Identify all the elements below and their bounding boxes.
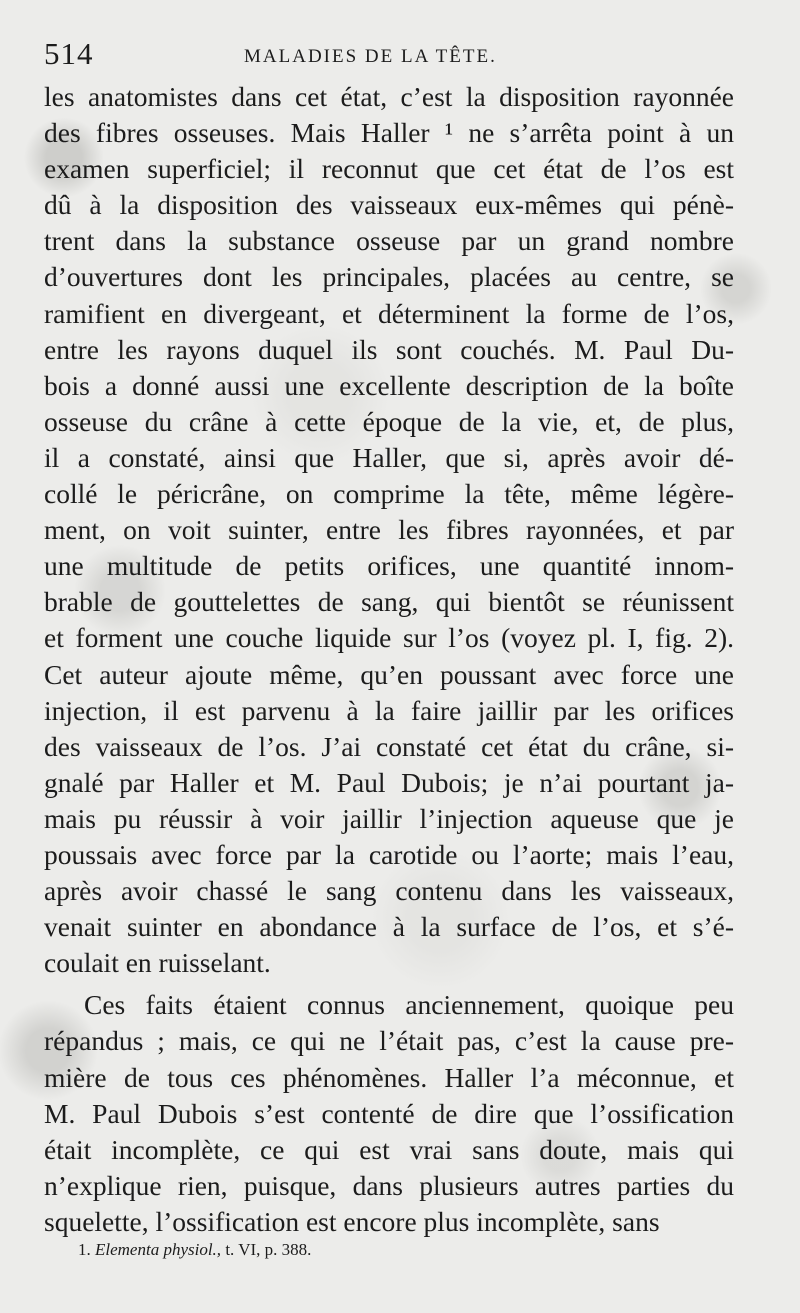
running-title: MALADIES DE LA TÊTE. — [244, 46, 497, 67]
footnote-reference: t. VI, p. 388. — [225, 1240, 312, 1259]
text-line: ment, on voit suinter, entre les fibres rayonnées, et par — [44, 514, 734, 546]
text-line: mière de tous ces phénomènes. Haller l’a méconnue, et — [44, 1061, 734, 1093]
text-line: une multitude de petits orifices, une quantité innom- — [44, 550, 734, 582]
text-line: était incomplète, ce qui est vrai sans doute, mais qui — [44, 1133, 734, 1165]
body-text — [44, 79, 734, 1240]
text-line: des fibres osseuses. Mais Haller ¹ ne s’arrêta point à un — [44, 117, 734, 149]
footnote — [78, 1240, 311, 1260]
footnote-title: Elementa physiol., — [95, 1240, 222, 1259]
text-line: trent dans la substance osseuse par un grand nombre — [44, 225, 734, 257]
text-line: brable de gouttelettes de sang, qui bientôt se réunissent — [44, 586, 734, 618]
text-line: répandus ; mais, ce qui ne l’était pas, c’est la cause pre- — [44, 1025, 734, 1057]
text-line: après avoir chassé le sang contenu dans les vaisseaux, — [44, 875, 734, 907]
text-line: gnalé par Haller et M. Paul Dubois; je n’ai pourtant ja- — [44, 766, 734, 798]
page-number: 514 — [44, 36, 94, 71]
text-line: collé le péricrâne, on comprime la tête, même légère- — [44, 478, 734, 510]
text-line: ramifient en divergeant, et déterminent la forme de l’os, — [44, 297, 734, 329]
text-line: il a constaté, ainsi que Haller, que si, après avoir dé- — [44, 441, 734, 473]
page-header — [44, 36, 734, 76]
paragraph — [44, 79, 734, 981]
text-line: poussais avec force par la carotide ou l’aorte; mais l’eau, — [44, 838, 734, 870]
text-line: Cet auteur ajoute même, qu’en poussant avec force une — [44, 658, 734, 690]
text-line: venait suinter en abondance à la surface de l’os, et s’é- — [44, 911, 734, 943]
text-line: Ces faits étaient connus anciennement, quoique peu — [84, 989, 734, 1021]
text-line: squelette, l’ossification est encore plus incomplète, sans — [44, 1205, 660, 1237]
text-line: entre les rayons duquel ils sont couchés. M. Paul Du- — [44, 333, 734, 365]
text-line: des vaisseaux de l’os. J’ai constaté cet état du crâne, si- — [44, 730, 734, 762]
text-line: dû à la disposition des vaisseaux eux-mêmes qui pénè- — [44, 189, 734, 221]
text-line: M. Paul Dubois s’est contenté de dire que l’ossification — [44, 1097, 734, 1129]
text-line: n’explique rien, puisque, dans plusieurs autres parties du — [44, 1169, 734, 1201]
text-line: mais pu réussir à voir jaillir l’injection aqueuse que je — [44, 802, 734, 834]
paragraph — [44, 987, 734, 1240]
footnote-marker: 1. — [78, 1240, 91, 1259]
text-line: coulait en ruisselant. — [44, 947, 271, 979]
text-line: osseuse du crâne à cette époque de la vie, et, de plus, — [44, 405, 734, 437]
text-line: bois a donné aussi une excellente description de la boîte — [44, 369, 734, 401]
text-line: d’ouvertures dont les principales, placées au centre, se — [44, 261, 734, 293]
text-line: examen superficiel; il reconnut que cet état de l’os est — [44, 153, 734, 185]
text-line: injection, il est parvenu à la faire jaillir par les orifices — [44, 694, 734, 726]
text-line: les anatomistes dans cet état, c’est la disposition rayonnée — [44, 81, 734, 112]
text-line: et forment une couche liquide sur l’os (voyez pl. I, fig. 2). — [44, 622, 734, 654]
